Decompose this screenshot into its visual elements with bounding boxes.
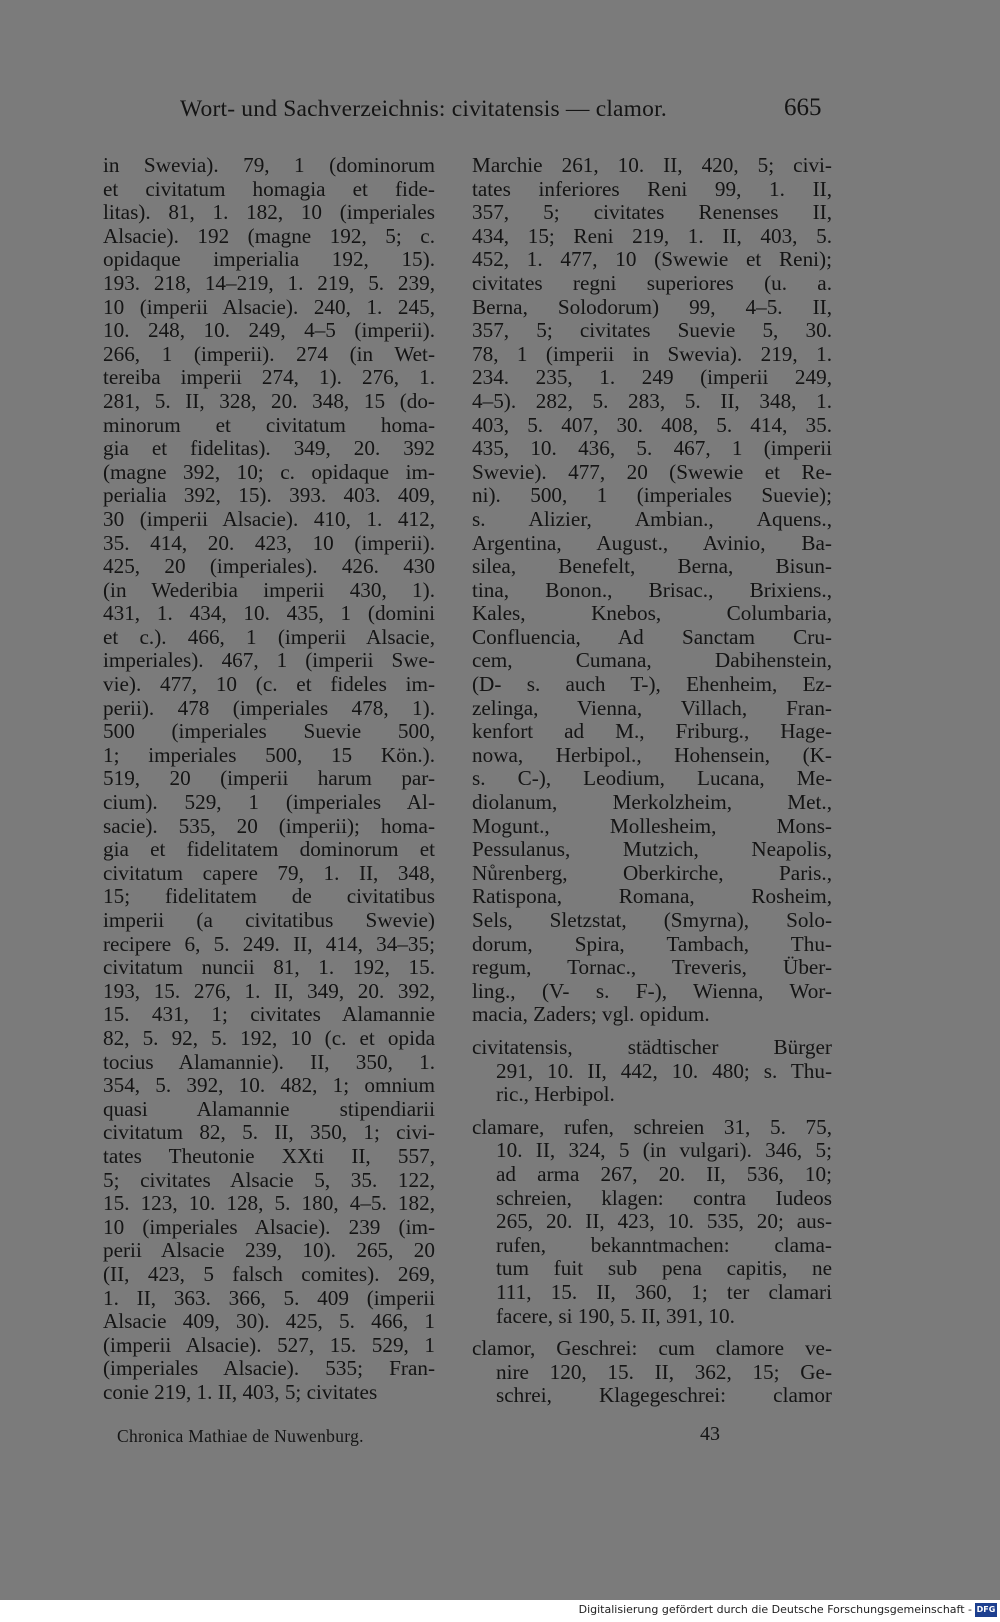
text-line: 434, 15; Reni 219, 1. II, 403, 5. — [472, 223, 832, 248]
dfg-funding-bar — [0, 1600, 1000, 1622]
index-entry — [472, 1116, 832, 1328]
text-line: in Swevia). 79, 1 (dominorum — [103, 153, 435, 177]
text-line: 15. 123, 10. 128, 5. 180, 4–5. 182, — [103, 1191, 435, 1216]
text-line: clamare, rufen, schreien 31, 5. 75, — [472, 1114, 832, 1139]
left-column — [103, 154, 435, 1404]
text-line: Pessulanus, Mutzich, Neapolis, — [472, 837, 832, 862]
text-line: 10 (imperii Alsacie). 240, 1. 245, — [103, 294, 435, 319]
text-line: 281, 5. II, 328, 20. 348, 15 (do- — [103, 388, 435, 413]
text-line: gia et fidelitas). 349, 20. 392 — [103, 436, 435, 461]
text-line: ni). 500, 1 (imperiales Suevie); — [472, 483, 832, 508]
text-line: tina, Bonon., Brisac., Brixiens., — [472, 577, 832, 602]
text-line: (D- s. auch T-), Ehenheim, Ez- — [472, 672, 832, 697]
text-line: 10 (imperiales Alsacie). 239 (im- — [103, 1214, 435, 1239]
text-line: perii). 478 (imperiales 478, 1). — [103, 695, 435, 720]
text-line: silea, Benefelt, Berna, Bisun- — [472, 554, 832, 579]
index-entry — [472, 1337, 832, 1408]
text-line: Alsacie 409, 30). 425, 5. 466, 1 — [103, 1309, 435, 1334]
text-line: 30 (imperii Alsacie). 410, 1. 412, — [103, 506, 435, 531]
text-line: macia, Zaders; vgl. opidum. — [472, 1002, 710, 1027]
text-line: schrei, Klagegeschrei: clamor — [496, 1383, 832, 1408]
text-line: dorum, Spira, Tambach, Thu- — [472, 931, 832, 956]
text-line: 82, 5. 92, 5. 192, 10 (c. et opida — [103, 1025, 435, 1050]
text-line: zelinga, Vienna, Villach, Fran- — [472, 695, 832, 720]
text-line: Berna, Solodorum) 99, 4–5. II, — [472, 294, 832, 319]
text-line: 354, 5. 392, 10. 482, 1; omnium — [103, 1073, 435, 1098]
text-line: 35. 414, 20. 423, 10 (imperii). — [103, 530, 435, 555]
text-line: Kales, Knebos, Columbaria, — [472, 601, 832, 626]
text-line: clamor, Geschrei: cum clamore ve- — [472, 1336, 832, 1361]
text-line: civitatum 82, 5. II, 350, 1; civi- — [103, 1120, 435, 1145]
text-line: 431, 1. 434, 10. 435, 1 (domini — [103, 601, 435, 626]
text-line: 193, 15. 276, 1. II, 349, 20. 392, — [103, 978, 435, 1003]
text-line: (magne 392, 10; c. opidaque im- — [103, 459, 435, 484]
text-line: nowa, Herbipol., Hohensein, (K- — [472, 742, 832, 767]
text-line: diolanum, Merkolzheim, Met., — [472, 790, 832, 815]
text-line: Ratispona, Romana, Rosheim, — [472, 884, 832, 909]
text-line: kenfort ad M., Friburg., Hage- — [472, 719, 832, 744]
text-line: quasi Alamannie stipendiarii — [103, 1096, 435, 1121]
text-line: Marchie 261, 10. II, 420, 5; civi- — [472, 153, 832, 177]
text-line: sacie). 535, 20 (imperii); homa- — [103, 813, 435, 838]
text-line: Alsacie). 192 (magne 192, 5; c. — [103, 223, 435, 248]
text-line: tates Theutonie XXti II, 557, — [103, 1143, 435, 1168]
text-line: Mogunt., Mollesheim, Mons- — [472, 813, 832, 838]
text-line: Argentina, August., Avinio, Ba- — [472, 530, 832, 555]
text-line: recipere 6, 5. 249. II, 414, 34–35; — [103, 931, 435, 956]
text-line: s. Alizier, Ambian., Aquens., — [472, 506, 832, 531]
text-line: 10. II, 324, 5 (in vulgari). 346, 5; — [496, 1138, 832, 1163]
text-line: Swevie). 477, 20 (Swewie et Re- — [472, 459, 832, 484]
dfg-credit-text: Digitalisierung gefördert durch die Deutsche Forschungsgemeinschaft - — [578, 1603, 972, 1616]
text-line: civitatum capere 79, 1. II, 348, — [103, 860, 435, 885]
text-line: vie). 477, 10 (c. et fideles im- — [103, 672, 435, 697]
text-line: tum fuit sub pena capitis, ne — [496, 1256, 832, 1281]
text-line: s. C-), Leodium, Lucana, Me- — [472, 766, 832, 791]
text-line: perialia 392, 15). 393. 403. 409, — [103, 483, 435, 508]
text-line: 5; civitates Alsacie 5, 35. 122, — [103, 1167, 435, 1192]
text-line: 193. 218, 14–219, 1. 219, 5. 239, — [103, 270, 435, 295]
text-line: litas). 81, 1. 182, 10 (imperiales — [103, 200, 435, 225]
text-line: 111, 15. II, 360, 1; ter clamari — [496, 1279, 832, 1304]
text-line: tocius Alamannie). II, 350, 1. — [103, 1049, 435, 1074]
text-line: tereiba imperii 274, 1). 276, 1. — [103, 365, 435, 390]
text-line: civitatum nuncii 81, 1. 192, 15. — [103, 955, 435, 980]
text-line: perii Alsacie 239, 10). 265, 20 — [103, 1238, 435, 1263]
text-line: Nůrenberg, Oberkirche, Paris., — [472, 860, 832, 885]
text-line: cium). 529, 1 (imperiales Al- — [103, 790, 435, 815]
text-line: et c.). 466, 1 (imperii Alsacie, — [103, 624, 435, 649]
signature-mark: 43 — [700, 1423, 720, 1445]
text-line: regum, Tornac., Treveris, Über- — [472, 955, 832, 980]
text-line: 519, 20 (imperii harum par- — [103, 766, 435, 791]
text-line: (in Wederibia imperii 430, 1). — [103, 577, 435, 602]
text-line: imperii (a civitatibus Swevie) — [103, 908, 435, 932]
text-line: 403, 5. 407, 30. 408, 5. 414, 35. — [472, 412, 832, 437]
series-title: Chronica Mathiae de Nuwenburg. — [117, 1426, 364, 1446]
text-line: opidaque imperialia 192, 15). — [103, 247, 435, 272]
dfg-logo[interactable]: DFG — [975, 1603, 997, 1617]
text-line: 291, 10. II, 442, 10. 480; s. Thu- — [496, 1058, 832, 1083]
text-line: civitatensis, städtischer Bürger — [472, 1034, 832, 1059]
text-line: schreien, klagen: contra Iudeos — [496, 1185, 832, 1210]
text-line: (II, 423, 5 falsch comites). 269, — [103, 1261, 435, 1286]
text-line: 15. 431, 1; civitates Alamannie — [103, 1002, 435, 1027]
text-line: facere, si 190, 5. II, 391, 10. — [496, 1303, 735, 1328]
continued-entry-civitas — [472, 154, 832, 1027]
text-line: (imperii Alsacie). 527, 15. 529, 1 — [103, 1332, 435, 1357]
text-line: 1; imperiales 500, 15 Kön.). — [103, 742, 435, 767]
text-line: Confluencia, Ad Sanctam Cru- — [472, 624, 832, 649]
text-line: et civitatum homagia et fide- — [103, 176, 435, 201]
text-line: tates inferiores Reni 99, 1. II, — [472, 176, 832, 201]
index-entries — [472, 1036, 832, 1408]
text-line: cem, Cumana, Dabihenstein, — [472, 648, 832, 673]
text-line: 78, 1 (imperii in Swevia). 219, 1. — [472, 341, 832, 366]
running-head: Wort- und Sachverzeichnis: civitatensis — clamor. — [180, 96, 667, 122]
text-line: ad arma 267, 20. II, 536, 10; — [496, 1161, 832, 1186]
text-line: 357, 5; civitates Suevie 5, 30. — [472, 318, 832, 343]
text-line: Sels, Sletzstat, (Smyrna), Solo- — [472, 908, 832, 932]
text-line: conie 219, 1. II, 403, 5; civitates — [103, 1379, 378, 1404]
text-line: 265, 20. II, 423, 10. 535, 20; aus- — [496, 1209, 832, 1234]
text-line: nire 120, 15. II, 362, 15; Ge- — [496, 1359, 832, 1384]
text-line: ling., (V- s. F-), Wienna, Wor- — [472, 978, 832, 1003]
text-line: 10. 248, 10. 249, 4–5 (imperii). — [103, 318, 435, 343]
text-line: 357, 5; civitates Renenses II, — [472, 200, 832, 225]
index-entry — [472, 1036, 832, 1107]
text-line: gia et fidelitatem dominorum et — [103, 837, 435, 862]
text-line: rufen, bekanntmachen: clama- — [496, 1232, 832, 1257]
text-line: 266, 1 (imperii). 274 (in Wet- — [103, 341, 435, 366]
text-line: 4–5). 282, 5. 283, 5. II, 348, 1. — [472, 388, 832, 413]
text-line: 452, 1. 477, 10 (Swewie et Reni); — [472, 247, 832, 272]
text-line: 1. II, 363. 366, 5. 409 (imperii — [103, 1285, 435, 1310]
text-line: ric., Herbipol. — [496, 1082, 615, 1107]
page-number: 665 — [784, 94, 822, 121]
text-line: civitates regni superiores (u. a. — [472, 270, 832, 295]
text-line: 234. 235, 1. 249 (imperii 249, — [472, 365, 832, 390]
text-line: 435, 10. 436, 5. 467, 1 (imperii — [472, 436, 832, 461]
text-line: imperiales). 467, 1 (imperii Swe- — [103, 648, 435, 673]
text-line: 500 (imperiales Suevie 500, — [103, 719, 435, 744]
right-column — [472, 154, 832, 1408]
text-line: (imperiales Alsacie). 535; Fran- — [103, 1356, 435, 1381]
text-line: 425, 20 (imperiales). 426. 430 — [103, 554, 435, 579]
text-line: minorum et civitatum homa- — [103, 412, 435, 437]
text-line: 15; fidelitatem de civitatibus — [103, 884, 435, 909]
